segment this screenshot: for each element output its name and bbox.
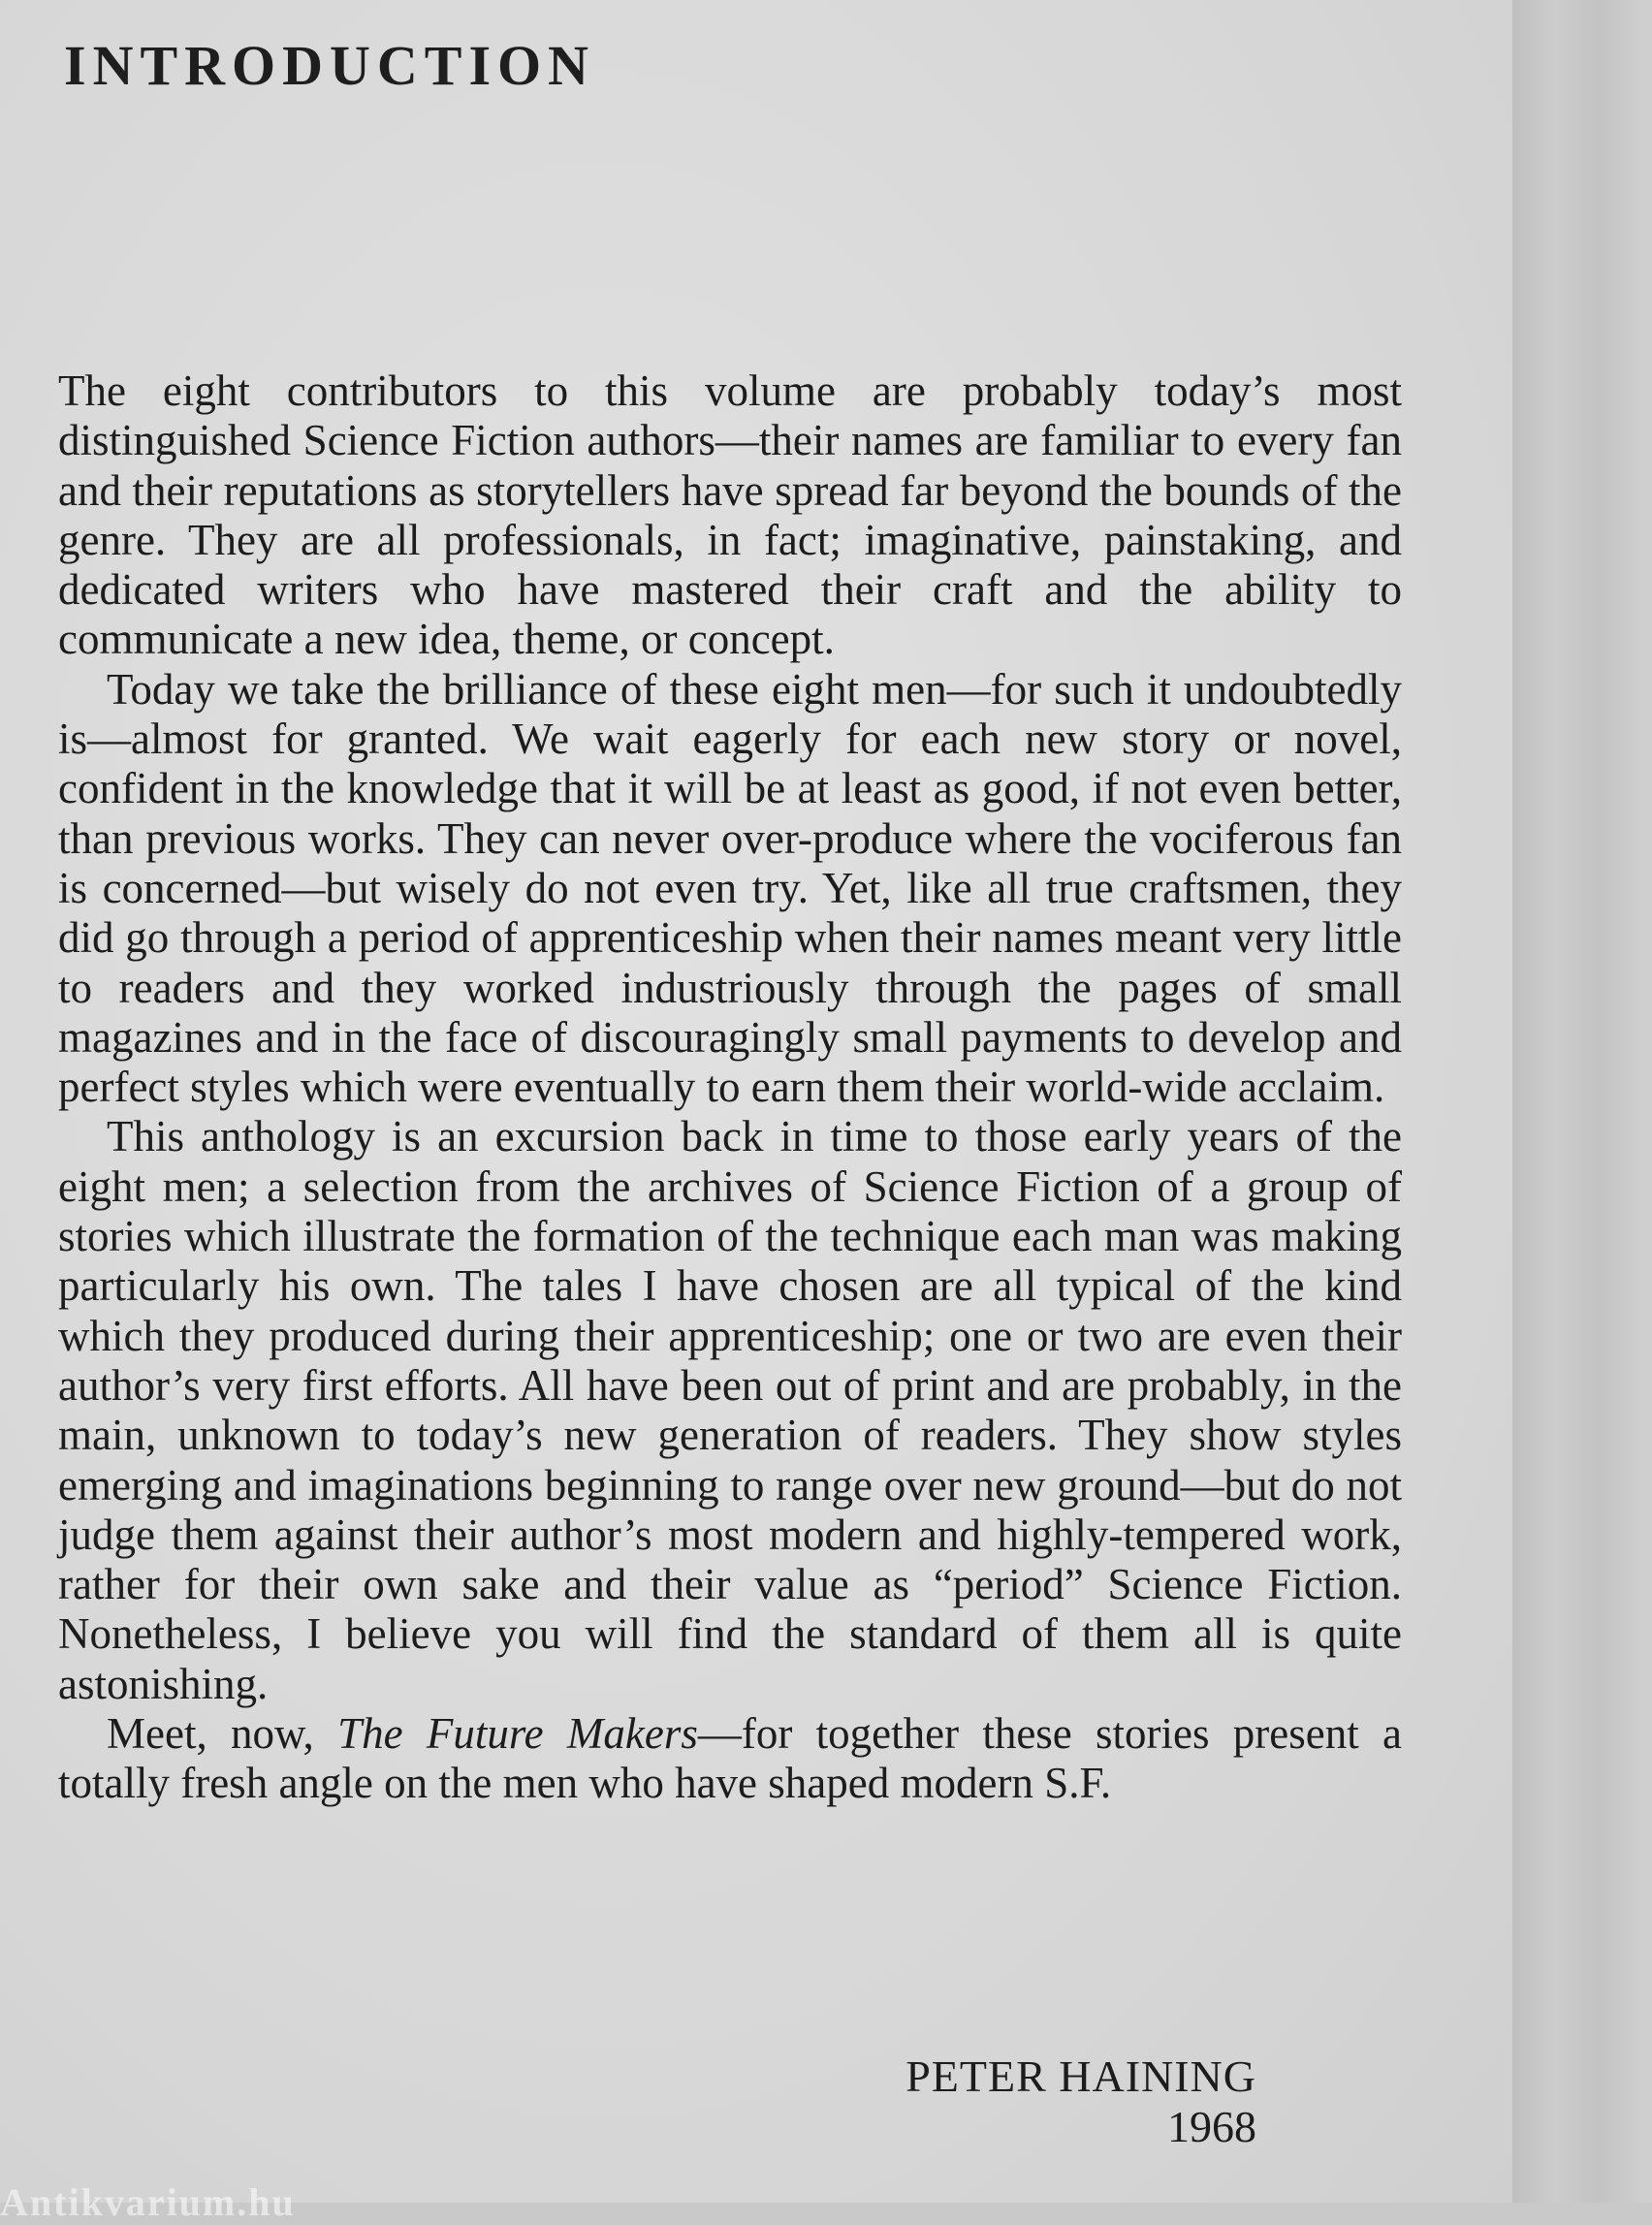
introduction-body xyxy=(58,366,1402,1809)
page-edge-shadow xyxy=(1512,0,1652,2203)
signature-block xyxy=(905,2051,1256,2152)
page-title: INTRODUCTION xyxy=(64,34,596,97)
author-name: PETER HAINING xyxy=(905,2051,1256,2101)
paragraph-1: The eight contributors to this volume are probably today’s most distinguished Science Fiction authors—their names are familiar to every fan and their reputations as storytellers have spread far beyond the bounds of the genre. They are all professionals, in fact; imaginative, painstaking, and dedicated writers who have mastered their craft and the ability to communicate a new idea, theme, or concept. xyxy=(58,366,1402,664)
paragraph-4-rest: —for together these stories present a totally fresh angle on the men who have shaped modern S.F. xyxy=(58,1709,1402,1808)
paragraph-2: Today we take the brilliance of these eight men—for such it undoubtedly is—almost for granted. We wait eagerly for each new story or novel, confident in the knowledge that it will be at least as good, if not even better, than previous works. They can never over-produce where the vociferous fan is concerned—but wisely do not even try. Yet, like all true craftsmen, they did go through a period of apprenticeship when their names meant very little to readers and they worked industriously through the pages of small magazines and in the face of discouragingly small payments to develop and perfect styles which were eventually to earn them their world-wide acclaim. xyxy=(58,664,1402,1112)
signature-year: 1968 xyxy=(1167,2102,1256,2151)
watermark: Antikvarium.hu xyxy=(0,2180,296,2224)
paragraph-4 xyxy=(58,1709,1402,1809)
paragraph-3: This anthology is an excursion back in time to those early years of the eight men; a selection from the archives of Science Fiction of a group of stories which illustrate the formation of the technique each man was making particularly his own. The tales I have chosen are all typical of the kind which they produced during their apprenticeship; one or two are even their author’s very first efforts. All have been out of print and are probably, in the main, unknown to today’s new generation of readers. They show styles emerging and imaginations beginning to range over new ground—but do not judge them against their author’s most modern and highly-tempered work, rather for their own sake and their value as “period” Science Fiction. Nonetheless, I believe you will find the standard of them all is quite astonishing. xyxy=(58,1112,1402,1708)
book-title: The Future Makers xyxy=(337,1709,698,1759)
paragraph-4-lead: Meet, now, xyxy=(107,1709,338,1759)
